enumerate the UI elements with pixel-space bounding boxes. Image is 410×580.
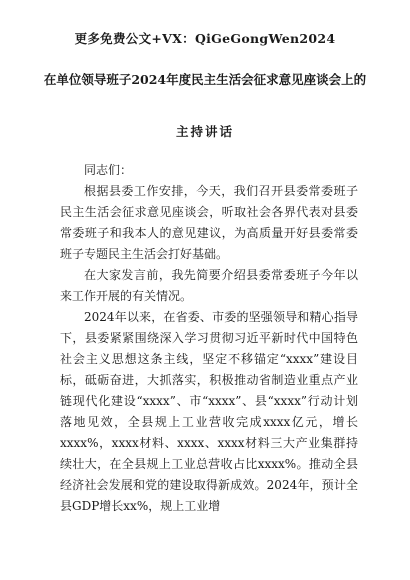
document-title-continued: 主持讲话 (175, 124, 234, 139)
salutation: 同志们： (84, 163, 133, 177)
header-note: 更多免费公文+VX：QiGeGongWen2024 (74, 31, 336, 46)
body-paragraph: 在大家发言前，我先简要介绍县委常委班子今年以来工作开展的有关情况。 (60, 268, 358, 303)
body-paragraph: 根据县委工作安排，今天，我们召开县委常委班子民主生活会征求意见座谈会，听取社会各界代表对县委常委班子和我本人的意见建议，为高质量开好县委常委班子专题民主生活会打好基础。 (60, 184, 358, 261)
body-paragraph: 2024年以来，在省委、市委的坚强领导和精心指导下，县委紧紧围绕深入学习贯彻习近平新时代中国特色社会主义思想这条主线，坚定不移锚定“xxxx”建设目标，砥砺奋进，大抓落实，积极推动省制造业重点产业链现代化建设“xxxx”、市“xxxx”、县“xxxx”行动计划落地见效，全县规上工业营收完成xxxx亿元，增长xxxx%，xxxx材料、xxxx、xxxx材料三大产业集群持续壮大，在全县规上工业总营收占比xxxx%。推动全县经济社会发展和党的建设取得新成效。2024年，预计全县GDP增长xx%，规上工业增 (60, 310, 358, 513)
document-body (60, 160, 358, 517)
document-title: 在单位领导班子2024年度民主生活会征求意见座谈会上的 (43, 72, 367, 87)
